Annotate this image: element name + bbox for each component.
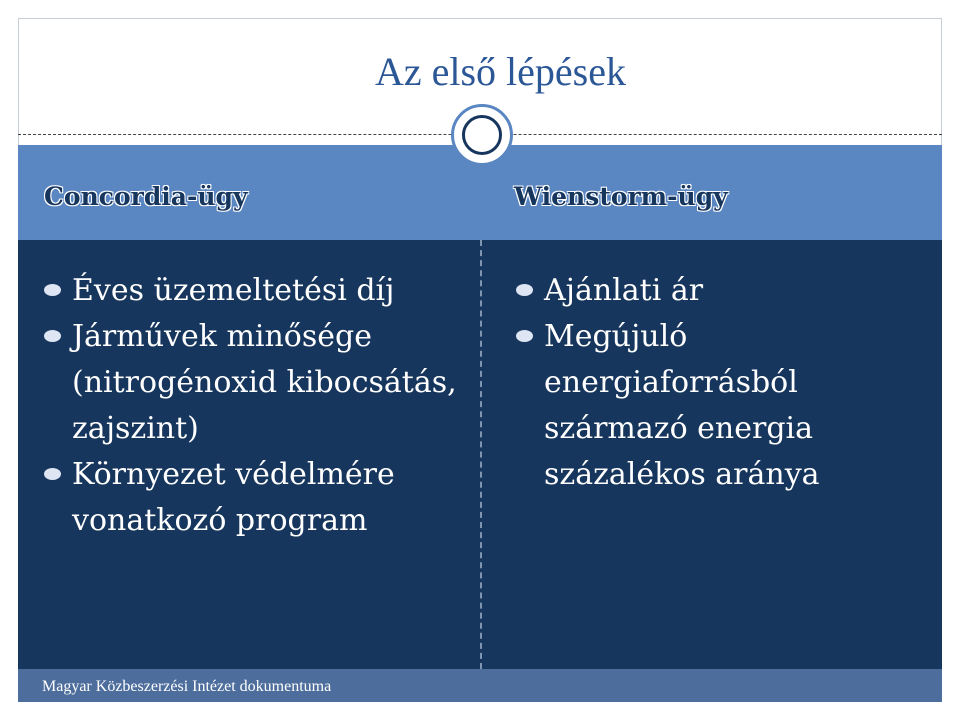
list-item: Ajánlati ár <box>516 268 936 314</box>
column-divider <box>480 240 482 669</box>
list-item: Megújuló energiaforrásból származó energia százalékos aránya <box>516 314 936 498</box>
left-column-heading: Concordia-ügy <box>44 182 248 211</box>
left-bullet-list <box>44 268 464 544</box>
circle-emblem-icon <box>451 104 513 166</box>
right-column-heading: Wienstorm-ügy <box>514 182 728 211</box>
oval-bullet-icon <box>516 330 533 342</box>
slide-title: Az első lépések <box>374 49 626 94</box>
list-item: Járművek minősége (nitrogénoxid kibocsátás, zajszint) <box>44 314 464 452</box>
right-bullet-list <box>516 268 936 498</box>
circle-emblem-inner <box>462 115 502 155</box>
list-item: Környezet védelmére vonatkozó program <box>44 452 464 544</box>
oval-bullet-icon <box>44 284 61 296</box>
list-item: Éves üzemeltetési díj <box>44 268 464 314</box>
oval-bullet-icon <box>44 330 61 342</box>
oval-bullet-icon <box>516 284 533 296</box>
oval-bullet-icon <box>44 468 61 480</box>
footer-text: Magyar Közbeszerzési Intézet dokumentuma <box>42 678 332 695</box>
